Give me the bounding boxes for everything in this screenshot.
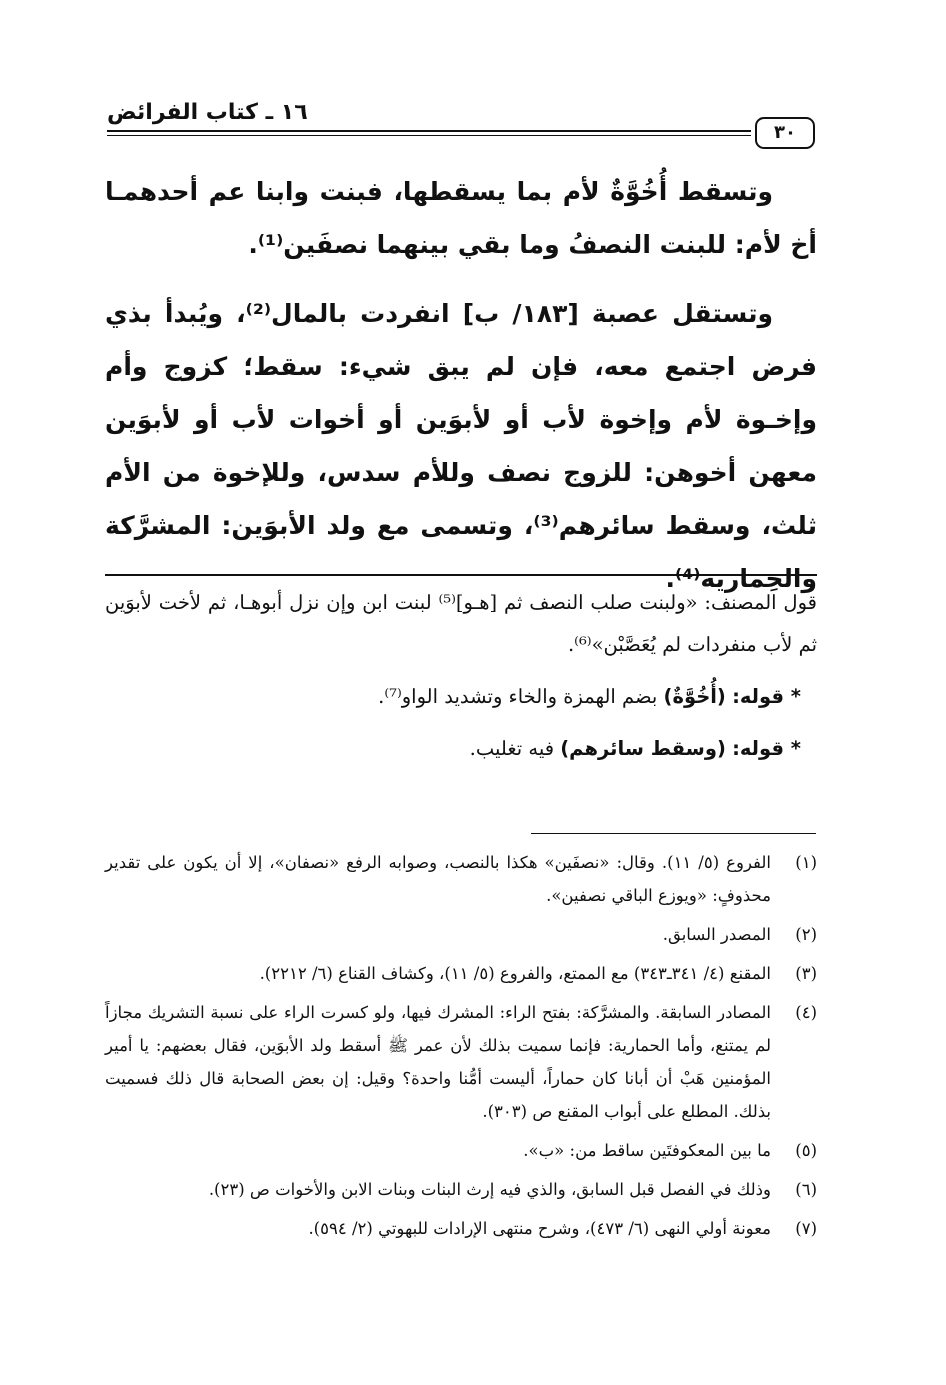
commentary-note bbox=[105, 676, 817, 718]
commentary-quote: قول المصنف: «ولبنت صلب النصف ثم [هـو]⁽⁵⁾ لبنت ابن وإن نزل أبوهـا، ثم لأخت لأبوَين ثم لأب منفردات لم يُعَصَّبْن»⁽⁶⁾. bbox=[105, 591, 817, 656]
page-number: ٣٠ bbox=[755, 117, 815, 149]
main-text bbox=[105, 165, 817, 621]
footnote-number: (٣) bbox=[795, 964, 817, 983]
note-text: بضم الهمزة والخاء وتشديد الواو⁽⁷⁾. bbox=[378, 685, 658, 708]
footnote bbox=[105, 918, 817, 951]
footnote-text: معونة أولي النهى (٦/ ٤٧٣)، وشرح منتهى الإرادات للبهوتي (٢/ ٥٩٤). bbox=[308, 1219, 771, 1238]
footnote bbox=[105, 957, 817, 990]
footnote-number: (٦) bbox=[795, 1180, 817, 1199]
footnote-text: وذلك في الفصل قبل السابق، والذي فيه إرث البنات وبنات الابن والأخوات ص (٢٣). bbox=[208, 1180, 771, 1199]
footnote-text: المصادر السابقة. والمشرَّكة: بفتح الراء: المشرك فيها، ولو كسرت الراء على نسبة التشريك مجازاً لم يمتنع، وأما الحمارية: فإنما سميت بذلك لأن عمر ﷺ أسقط ولد الأبوَين، فقال بعضهم: يا أمير المؤمنين هَبْ أن أبانا كان حماراً، أليست أمُّنا واحدة؟ وقيل: إن بعض الصحابة قال ذلك فسميت بذلك. المطلع على أبواب المقنع ص (٣٠٣). bbox=[105, 1003, 771, 1121]
header-rule bbox=[107, 130, 751, 132]
footnote bbox=[105, 1134, 817, 1167]
running-title: ١٦ ـ كتاب الفرائض bbox=[107, 100, 308, 125]
note-term: (وسقط سائرهم) bbox=[560, 737, 726, 760]
footnote-text: المقنع (٤/ ٣٤١ـ٣٤٣) مع الممتع، والفروع (٥/ ١١)، وكشاف القناع (٦/ ٢٢١٢). bbox=[259, 964, 771, 983]
footnote-text: الفروع (٥/ ١١). وقال: «نصفَين» هكذا بالنصب، وصوابه الرفع «نصفان»، إلا أن يكون على تقدير محذوفٍ: «ويوزع الباقي نصفين». bbox=[105, 853, 772, 905]
main-paragraph: وتستقل عصبة [١٨٣/ ب] انفردت بالمال⁽²⁾، ويُبدأ بذي فرض اجتمع معه، فإن لم يبق شيء: سقط؛ كزوج وأم وإخـوة لأم وإخوة لأب أو لأبوَين أو أخوات لأب أو لأبوَين معهن أخوهن: للزوج نصف وللأم سدس، وللإخوة من الأم ثلث، وسقط سائرهم⁽³⁾، وتسمى مع ولد الأبوَين: المشرَّكة والحِمارية⁽⁴⁾. bbox=[105, 299, 817, 593]
footnote-number: (٢) bbox=[795, 925, 817, 944]
footnote-divider bbox=[531, 833, 816, 834]
footnote bbox=[105, 846, 817, 912]
main-paragraph: وتسقط أُخُوَّةٌ لأم بما يسقطها، فبنت وابنا عم أحدهمـا أخ لأم: للبنت النصفُ وما بقي بينهما نصفَين⁽¹⁾. bbox=[105, 177, 817, 259]
note-text: فيه تغليب. bbox=[469, 737, 555, 760]
section-divider bbox=[105, 574, 817, 576]
footnote-number: (٤) bbox=[795, 1003, 817, 1022]
page-header bbox=[107, 100, 815, 143]
footnote-text: ما بين المعكوفتَين ساقط من: «ب». bbox=[523, 1141, 771, 1160]
footnote-number: (٧) bbox=[795, 1219, 817, 1238]
note-term: (أُخُوَّةٌ) bbox=[663, 685, 726, 708]
note-label: * قوله: bbox=[732, 685, 801, 708]
footnotes bbox=[105, 846, 817, 1251]
footnote-text: المصدر السابق. bbox=[662, 925, 771, 944]
footnote bbox=[105, 1212, 817, 1245]
commentary-note bbox=[105, 728, 817, 770]
commentary bbox=[105, 582, 817, 770]
footnote-number: (٥) bbox=[795, 1141, 817, 1160]
note-label: * قوله: bbox=[732, 737, 801, 760]
footnote-number: (١) bbox=[795, 853, 817, 872]
footnote bbox=[105, 1173, 817, 1206]
header-rule-thin bbox=[107, 135, 751, 136]
footnote bbox=[105, 996, 817, 1128]
